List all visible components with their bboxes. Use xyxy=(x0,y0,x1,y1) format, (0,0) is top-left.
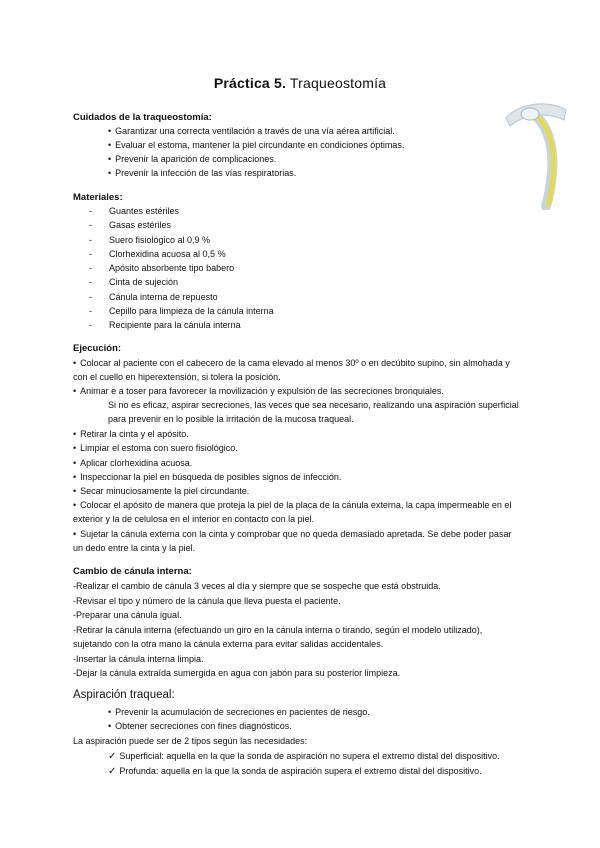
cambio-line: -Realizar el cambio de cánula 3 veces al día y siempre que se sospeche que está obstruida. xyxy=(73,581,441,591)
ejecucion-line: • Colocar al paciente con el cabecero de la cama elevado al menos 30º o en decúbito supino, sin almohada y xyxy=(73,358,510,369)
ejecucion-line: Si no es eficaz, aspirar secreciones, las veces que sea necesario, realizando una aspiración superficial xyxy=(108,400,519,410)
tracheostomy-tube-illustration-icon xyxy=(500,92,572,210)
title-rest: Traqueostomía xyxy=(286,75,387,91)
aspiracion-intro: La aspiración puede ser de 2 tipos según las necesidades: xyxy=(73,736,308,746)
cambio-line: -Insertar la cánula interna limpia. xyxy=(73,654,204,664)
materiales-item: - Recipiente para la cánula interna xyxy=(89,320,241,331)
materiales-item: - Cepillo para limpieza de la cánula interna xyxy=(89,306,274,317)
ejecucion-line: • Secar minuciosamente la piel circundante. xyxy=(73,486,249,497)
materiales-item: - Suero fisiológico al 0,9 % xyxy=(89,235,210,246)
ejecucion-line: exterior y la de celulosa en el interior en contacto con la piel. xyxy=(73,514,315,524)
materiales-heading: Materiales: xyxy=(73,192,123,203)
materiales-item: - Apósito absorbente tipo babero xyxy=(89,263,234,274)
ejecucion-heading: Ejecución: xyxy=(73,343,122,354)
page-title xyxy=(0,75,600,91)
ejecucion-line: • Sujetar la cánula externa con la cinta y comprobar que no queda demasiado apretada. Se debe poder pasar xyxy=(73,529,511,540)
ejecucion-line: para prevenir en lo posible la irritación de la mucosa traqueal. xyxy=(108,414,354,424)
materiales-item: - Clorhexidina acuosa al 0,5 % xyxy=(89,249,226,260)
materiales-item: - Cánula interna de repuesto xyxy=(89,292,218,303)
ejecucion-line: un dedo entre la cinta y la piel. xyxy=(73,543,196,553)
cambio-line: -Preparar una cánula igual. xyxy=(73,610,182,620)
cuidados-item: • Prevenir la infección de las vías respiratorias. xyxy=(108,168,296,179)
ejecucion-line: • Colocar el apósito de manera que proteja la piel de la placa de la cánula externa, la capa impermeable en el xyxy=(73,500,511,511)
cambio-line: sujetando con la otra mano la cánula externa para evitar salidas accidentales. xyxy=(73,639,384,649)
cuidados-item: • Evaluar el estoma, mantener la piel circundante en condiciones óptimas. xyxy=(108,140,404,151)
ejecucion-line: • Retirar la cinta y el apósito. xyxy=(73,429,189,440)
ejecucion-line: • Aplicar clorhexidina acuosa. xyxy=(73,458,192,469)
materiales-item: - Guantes estériles xyxy=(89,206,179,217)
materiales-item: - Gasas estériles xyxy=(89,220,171,231)
materiales-item: - Cinta de sujeción xyxy=(89,277,178,288)
ejecucion-line: • Animar e a toser para favorecer la movilización y expulsión de las secreciones bronquiales. xyxy=(73,386,444,397)
aspiracion-heading: Aspiración traqueal: xyxy=(73,689,175,701)
aspiracion-item: • Obtener secreciones con fines diagnósticos. xyxy=(108,721,292,732)
cambio-heading: Cambio de cánula interna: xyxy=(73,566,192,577)
title-bold: Práctica 5. xyxy=(213,75,287,91)
cuidados-item: • Prevenir la aparición de complicaciones. xyxy=(108,154,276,165)
cambio-line: -Revisar el tipo y número de la cánula que lleva puesta el paciente. xyxy=(73,596,341,606)
cambio-line: -Retirar la cánula interna (efectuando un giro en la cánula interna o tirando, según el modelo utilizado), xyxy=(73,625,483,635)
aspiracion-item: • Prevenir la acumulación de secreciones en pacientes de riesgo. xyxy=(108,707,370,718)
ejecucion-line: • Limpiar el estoma con suero fisiológico. xyxy=(73,443,238,454)
ejecucion-line: con el cuello en hiperextensión, si tolera la posición. xyxy=(73,372,281,382)
ejecucion-line: • Inspeccionar la piel en búsqueda de posibles signos de infección. xyxy=(73,472,341,483)
cuidados-item: • Garantizar una correcta ventilación a través de una vía aérea artificial. xyxy=(108,126,395,137)
aspiracion-tipo: ✓ Profunda: aquella en la que la sonda de aspiración supera el extremo distal del dispositivo. xyxy=(108,766,482,777)
aspiracion-tipo: ✓ Superficial: aquella en la que la sonda de aspiración no supera el extremo distal del dispositivo. xyxy=(108,751,500,762)
cambio-line: -Dejar la cánula extraída sumergida en agua con jabón para su posterior limpieza. xyxy=(73,668,401,678)
cuidados-heading: Cuidados de la traqueostomía: xyxy=(73,112,212,123)
